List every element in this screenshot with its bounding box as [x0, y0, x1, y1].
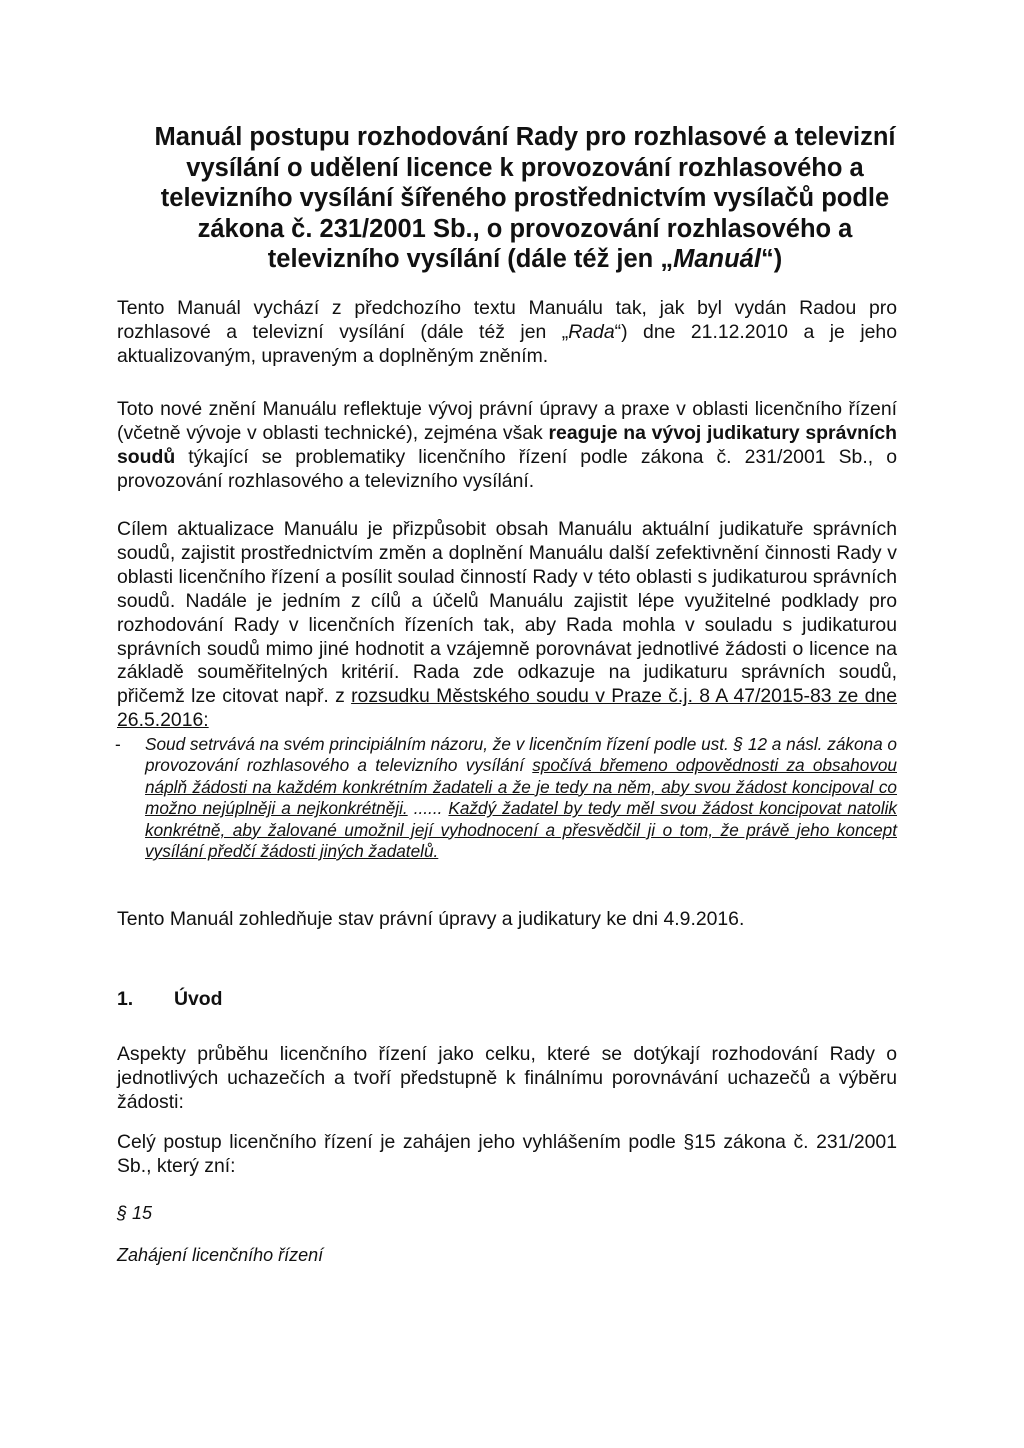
revision-bold: reaguje na vývoj judikatury správních soudů: [117, 421, 897, 468]
quote-ellipsis: ......: [407, 798, 449, 819]
revision-text-b: týkající se problematiky licenčního řízení podle zákona č. 231/2001 Sb., o provozování rozhlasového a televizního vysílání.: [117, 445, 897, 492]
section-number: 1.: [117, 988, 134, 1010]
aim-paragraph: [117, 518, 897, 733]
section-heading: [117, 987, 222, 1011]
title-suffix: “): [760, 245, 783, 273]
paragraph-heading: Zahájení licenčního řízení: [117, 1245, 324, 1265]
quote-underlined-2: Každý žadatel by tedy měl svou žádost koncipovat natolik konkrétně, aby žalované umožnil její vyhodnocení a přesvědčil ji o tom, že právě jeho koncept vysílání předčí žádosti jiných žadatelů.: [145, 798, 897, 862]
intro-emphasis: Rada: [568, 320, 615, 343]
document-title: [140, 122, 910, 275]
quote-underlined-1: spočívá břemeno odpovědnosti za obsahovou náplň žádosti na každém konkrétním žadateli a že je tedy na něm, aby svou žádost koncipoval co možno nejúplněji a nejkonkrétněji.: [145, 755, 897, 819]
aspects-paragraph: Aspekty průběhu licenčního řízení jako celku, které se dotýkají rozhodování Rady o jednotlivých uchazečích a tvoří předstupně k finálnímu porovnávání uchazečů a výběru žádosti:: [117, 1043, 897, 1113]
aim-text: Cílem aktualizace Manuálu je přizpůsobit obsah Manuálu aktuální judikatuře správních soudů, zajistit prostřednictvím změn a doplnění Manuálu další zefektivnění činnosti Rady v oblasti licenčního řízení a posílit soulad činností Rady v této oblasti s judikaturou správních soudů. Nadále je jedním z cílů a účelů Manuálu zajistit lépe využitelné podklady pro rozhodování Rady v licenčních řízeních tak, aby Rada mohla v souladu s judikaturou správních soudů mimo jiné hodnotit a vzájemně porovnávat jednotlivé žádosti o licence na základě souměřitelných kritérií. Rada zde odkazuje na judikaturu správních soudů, přičemž lze citovat např. z: [117, 518, 897, 708]
procedure-paragraph: Celý postup licenčního řízení je zahájen jeho vyhlášením podle §15 zákona č. 231/2001 Sb., který zní:: [117, 1131, 897, 1177]
court-ruling-reference: rozsudku Městského soudu v Praze č.j. 8 A 47/2015-83 ze dne 26.5.2016:: [117, 685, 897, 732]
intro-text-a: Tento Manuál vychází z předchozího textu Manuálu tak, jak byl vydán Radou pro rozhlasové a televizní vysílání (dále též jen „: [117, 297, 897, 343]
section-title: Úvod: [174, 988, 223, 1010]
revision-text-a: Toto nové znění Manuálu reflektuje vývoj právní úpravy a praxe v oblasti licenčního řízení (včetně vývoje v oblasti technické), zejména však: [117, 398, 897, 444]
paragraph-reference: § 15: [117, 1203, 153, 1223]
revision-paragraph: [117, 398, 897, 494]
date-paragraph: Tento Manuál zohledňuje stav právní úpravy a judikatury ke dni 4.9.2016.: [117, 908, 745, 930]
intro-text-b: “) dne 21.12.2010 a je jeho aktualizovaným, upraveným a doplněným zněním.: [117, 320, 897, 367]
quote-dash: -: [115, 734, 121, 754]
title-text: Manuál postupu rozhodování Rady pro rozhlasové a televizní vysílání o udělení licence k provozování rozhlasového a televizního vysílání šířeného prostřednictvím vysílačů podle zákona č. 231/2001 Sb., o provozování rozhlasového a televizního vysílání (dále též jen „: [154, 123, 896, 273]
court-quote: [115, 734, 897, 862]
intro-paragraph: [117, 297, 897, 369]
title-emphasis: Manuál: [673, 245, 761, 273]
quote-text: Soud setrvává na svém principiálním názoru, že v licenčním řízení podle ust. § 12 a násl. zákona o provozování rozhlasového a televizního vysílání: [145, 734, 897, 776]
